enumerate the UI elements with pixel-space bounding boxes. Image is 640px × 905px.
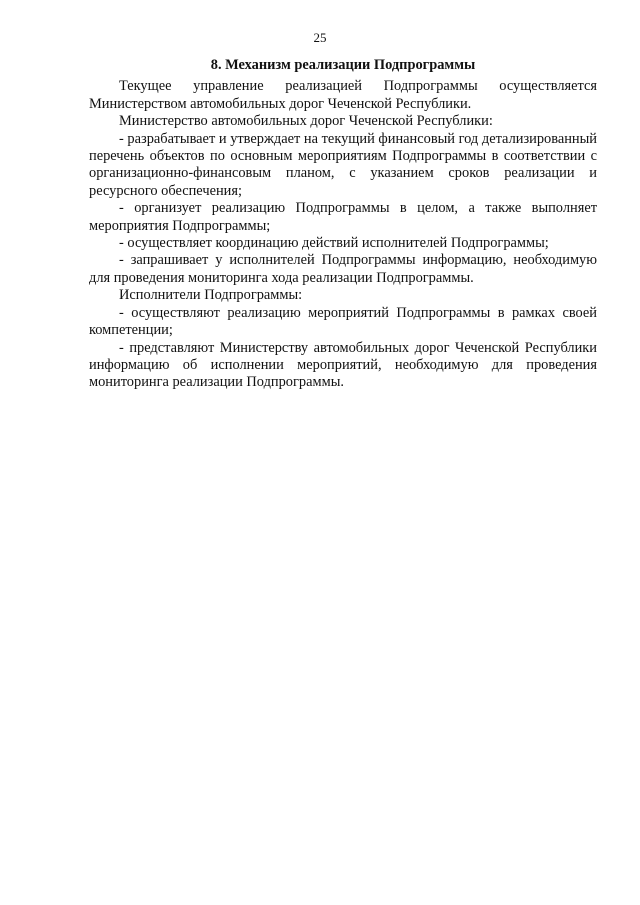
page-number: 25 xyxy=(313,30,327,45)
paragraph-executors-implement: - осуществляют реализацию мероприятий Подпрограммы в рамках своей компетенции; xyxy=(89,304,597,339)
paragraph-ministry-requests: - запрашивает у исполнителей Подпрограммы информацию, необходимую для проведения мониторинга хода реализации Подпрограммы. xyxy=(89,252,597,286)
paragraph-ministry-organizes: - организует реализацию Подпрограммы в целом, а также выполняет мероприятия Подпрограммы; xyxy=(89,200,597,234)
document-body xyxy=(89,57,597,392)
paragraph-executors-report: - представляют Министерству автомобильных дорог Чеченской Республики информацию об исполнении мероприятий, необходимую для проведения мониторинга реализации Подпрограммы. xyxy=(89,339,597,391)
paragraph-ministry-develops: - разрабатывает и утверждает на текущий финансовый год детализированный перечень объектов по основным мероприятиям Подпрограммы в соответствии с организационно-финансовым планом, с указанием сроков реализации и ресурсного обеспечения; xyxy=(89,130,597,199)
section-heading: 8. Механизм реализации Подпрограммы xyxy=(210,57,476,73)
paragraph-ministry-intro: Министерство автомобильных дорог Чеченской Республики: xyxy=(119,113,493,130)
paragraph-current-management: Текущее управление реализацией Подпрограммы осуществляется Министерством автомобильных дорог Чеченской Республики. xyxy=(89,78,597,112)
paragraph-executors-intro: Исполнители Подпрограммы: xyxy=(119,287,303,304)
paragraph-ministry-coordinates: - осуществляет координацию действий исполнителей Подпрограммы; xyxy=(119,235,549,252)
